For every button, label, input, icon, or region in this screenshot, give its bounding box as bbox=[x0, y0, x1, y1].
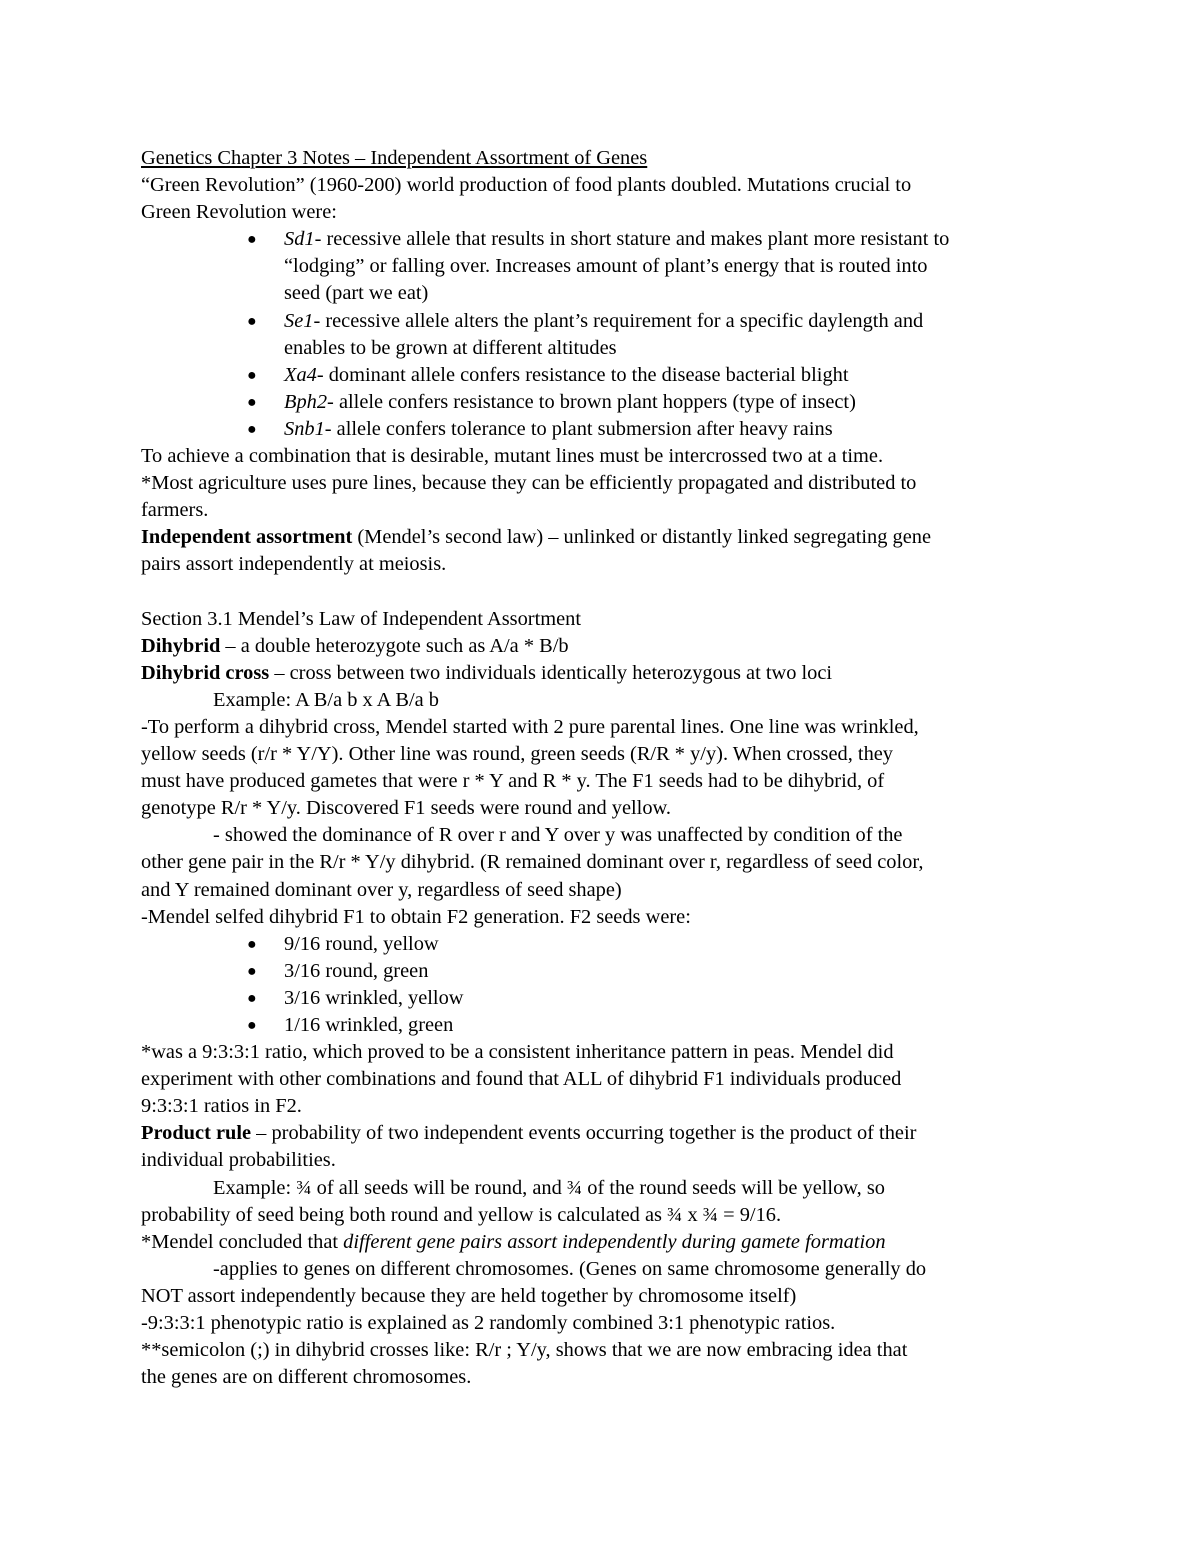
paragraph-line: To achieve a combination that is desirable, mutant lines must be intercrossed two at a time. bbox=[141, 445, 884, 468]
paragraph-line: -To perform a dihybrid cross, Mendel started with 2 pure parental lines. One line was wrinkled, bbox=[141, 715, 919, 738]
list-item bbox=[141, 931, 1071, 958]
definition-text: (Mendel’s second law) – unlinked or distantly linked segregating gene bbox=[352, 526, 932, 549]
gene-description: seed (part we eat) bbox=[284, 282, 429, 305]
list-item bbox=[141, 985, 1071, 1012]
paragraph-line: -9:3:3:1 phenotypic ratio is explained as 2 randomly combined 3:1 phenotypic ratios. bbox=[141, 1312, 836, 1335]
definition-text: – a double heterozygote such as A/a * B/b bbox=[220, 634, 569, 657]
paragraph-line: must have produced gametes that were r * Y and R * y. The F1 seeds had to be dihybrid, of bbox=[141, 770, 885, 793]
blank-line bbox=[141, 579, 1071, 606]
list-item bbox=[141, 416, 1071, 443]
paragraph-line: *was a 9:3:3:1 ratio, which proved to be a consistent inheritance pattern in peas. Mendel did bbox=[141, 1041, 894, 1064]
f2-results-list bbox=[141, 931, 1071, 1039]
mutation-list bbox=[141, 226, 1071, 443]
paragraph-line: *Most agriculture uses pure lines, because they can be efficiently propagated and distributed to bbox=[141, 472, 917, 495]
list-item bbox=[141, 958, 1071, 985]
example-line: probability of seed being both round and yellow is calculated as ¾ x ¾ = 9/16. bbox=[141, 1203, 782, 1226]
paragraph-line: experiment with other combinations and found that ALL of dihybrid F1 individuals produced bbox=[141, 1068, 902, 1091]
bullet-icon: ● bbox=[247, 366, 257, 384]
paragraph-line: and Y remained dominant over y, regardless of seed shape) bbox=[141, 878, 622, 901]
intro-line: Green Revolution were: bbox=[141, 201, 337, 224]
paragraph-line: **semicolon (;) in dihybrid crosses like: R/r ; Y/y, shows that we are now embracing idea that bbox=[141, 1339, 908, 1362]
definition-text: – cross between two individuals identically heterozygous at two loci bbox=[269, 661, 833, 684]
definition-text: individual probabilities. bbox=[141, 1149, 336, 1172]
paragraph-line: genotype R/r * Y/y. Discovered F1 seeds were round and yellow. bbox=[141, 797, 672, 820]
term-dihybrid-cross: Dihybrid cross bbox=[141, 661, 270, 684]
bullet-icon: ● bbox=[247, 989, 257, 1007]
gene-name: Se1 bbox=[284, 309, 314, 332]
bullet-icon: ● bbox=[247, 312, 257, 330]
gene-description: “lodging” or falling over. Increases amount of plant’s energy that is routed into bbox=[284, 255, 928, 278]
bullet-icon: ● bbox=[247, 231, 257, 249]
bullet-icon: ● bbox=[247, 935, 257, 953]
gene-description: enables to be grown at different altitudes bbox=[284, 336, 617, 359]
example-line: Example: A B/a b x A B/a b bbox=[213, 688, 439, 711]
paragraph-line: -applies to genes on different chromosomes. (Genes on same chromosome generally do bbox=[213, 1257, 927, 1280]
page-title: Genetics Chapter 3 Notes – Independent Assortment of Genes bbox=[141, 147, 648, 169]
f2-result: 3/16 wrinkled, yellow bbox=[284, 986, 464, 1009]
gene-description: - recessive allele that results in short stature and makes plant more resistant to bbox=[314, 228, 950, 251]
f2-result: 9/16 round, yellow bbox=[284, 932, 439, 955]
gene-description: allele confers tolerance to plant submersion after heavy rains bbox=[331, 417, 833, 440]
list-item bbox=[141, 1012, 1071, 1039]
f2-result: 1/16 wrinkled, green bbox=[284, 1014, 454, 1036]
paragraph-line: NOT assort independently because they are held together by chromosome itself) bbox=[141, 1284, 797, 1307]
conclusion-prefix: *Mendel concluded that bbox=[141, 1230, 344, 1253]
term-independent-assortment: Independent assortment bbox=[141, 526, 353, 549]
list-item bbox=[141, 308, 1071, 362]
definition-text: – probability of two independent events occurring together is the product of their bbox=[251, 1122, 917, 1145]
paragraph-line: yellow seeds (r/r * Y/Y). Other line was round, green seeds (R/R * y/y). When crossed, they bbox=[141, 743, 894, 766]
document-page bbox=[141, 145, 1071, 1391]
gene-description: allele confers resistance to brown plant hoppers (type of insect) bbox=[333, 390, 856, 413]
gene-name: Sd1 bbox=[284, 228, 315, 251]
term-dihybrid: Dihybrid bbox=[141, 634, 221, 657]
bullet-icon: ● bbox=[247, 1017, 257, 1034]
bullet-icon: ● bbox=[247, 393, 257, 411]
intro-line: “Green Revolution” (1960-200) world production of food plants doubled. Mutations crucial to bbox=[141, 174, 912, 197]
conclusion-italic: different gene pairs assort independently during gamete formation bbox=[343, 1230, 886, 1253]
gene-description: dominant allele confers resistance to the disease bacterial blight bbox=[323, 363, 849, 386]
gene-description: - recessive allele alters the plant’s requirement for a specific daylength and bbox=[313, 309, 924, 332]
list-item bbox=[141, 389, 1071, 416]
list-item bbox=[141, 362, 1071, 389]
term-product-rule: Product rule bbox=[141, 1122, 252, 1145]
paragraph-line: farmers. bbox=[141, 499, 209, 522]
list-item bbox=[141, 226, 1071, 307]
section-title: Section 3.1 Mendel’s Law of Independent Assortment bbox=[141, 607, 582, 630]
gene-name: Snb1- bbox=[284, 417, 332, 440]
paragraph-line: the genes are on different chromosomes. bbox=[141, 1366, 472, 1389]
gene-name: Bph2- bbox=[284, 390, 334, 413]
gene-name: Xa4- bbox=[284, 363, 324, 386]
example-line: Example: ¾ of all seeds will be round, and ¾ of the round seeds will be yellow, so bbox=[213, 1176, 885, 1199]
paragraph-line: -Mendel selfed dihybrid F1 to obtain F2 generation. F2 seeds were: bbox=[141, 905, 691, 928]
paragraph-line: other gene pair in the R/r * Y/y dihybrid. (R remained dominant over r, regardless of seed color, bbox=[141, 851, 924, 874]
bullet-icon: ● bbox=[247, 962, 257, 980]
bullet-icon: ● bbox=[247, 420, 257, 438]
paragraph-line: - showed the dominance of R over r and Y over y was unaffected by condition of the bbox=[213, 824, 903, 847]
f2-result: 3/16 round, green bbox=[284, 959, 429, 982]
definition-text: pairs assort independently at meiosis. bbox=[141, 553, 447, 576]
paragraph-line: 9:3:3:1 ratios in F2. bbox=[141, 1095, 302, 1118]
